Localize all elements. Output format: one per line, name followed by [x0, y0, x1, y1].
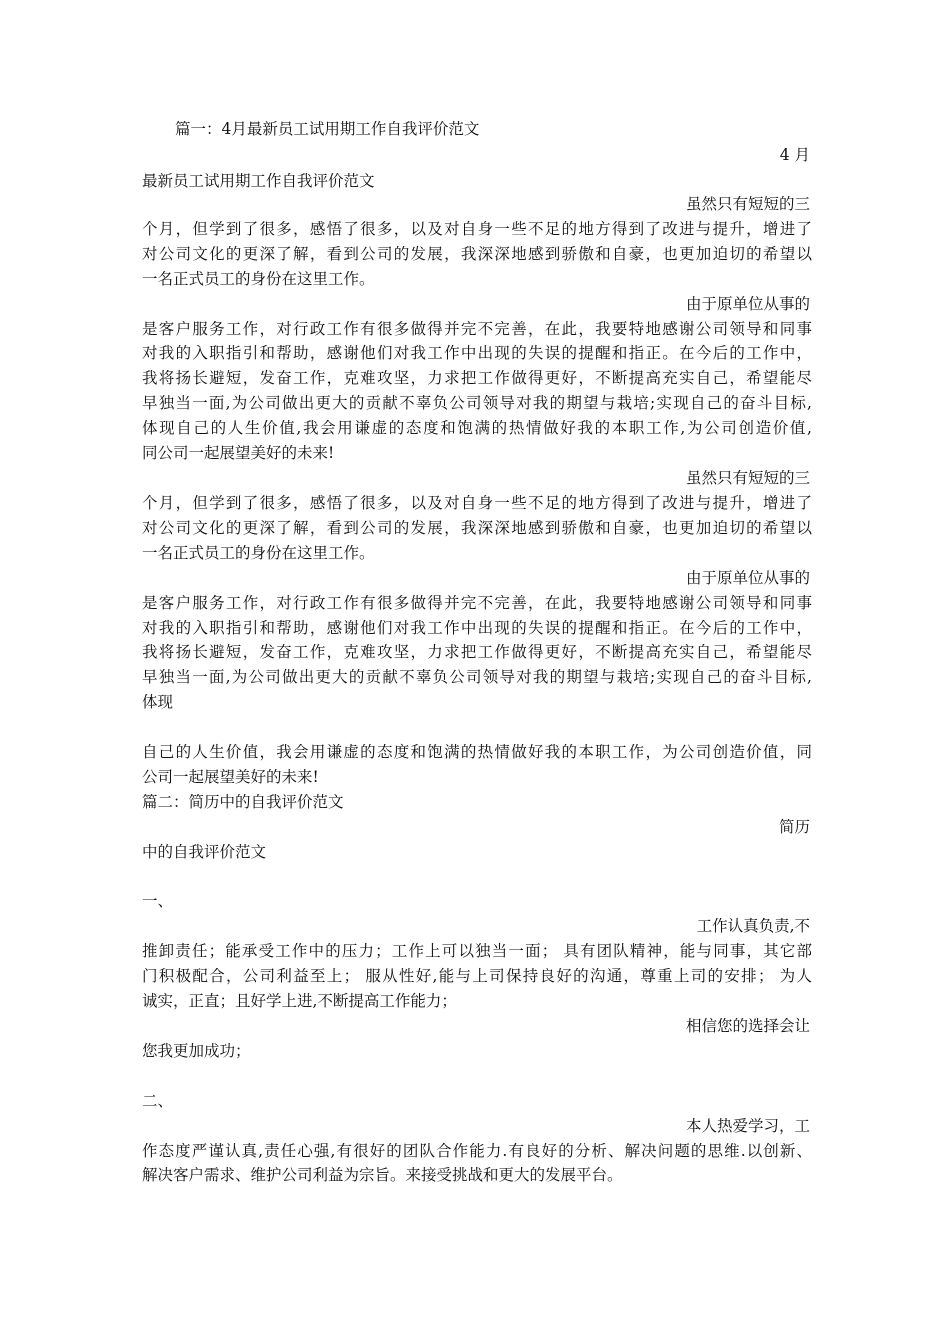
- list-marker: 二、: [142, 1092, 174, 1110]
- text-line: 早独当一面,为公司做出更大的贡献不辜负公司领导对我的期望与栽培;实现自己的奋斗目标,: [142, 668, 812, 686]
- text-line: 体现自己的人生价值,我会用谦虚的态度和饱满的热情做好我的本职工作,为公司创造价值,: [142, 419, 812, 437]
- text-line: 相信您的选择会让: [685, 1017, 810, 1035]
- text-line: 对公司文化的更深了解，看到公司的发展，我深深地感到骄傲和自豪，也更加迫切的希望以: [142, 245, 812, 263]
- text-line: 体现: [142, 693, 174, 711]
- text-line: 推卸责任；能承受工作中的压力；工作上可以独当一面； 具有团队精神，能与同事，其它部: [142, 942, 812, 960]
- text-line: 我将扬长避短，发奋工作，克难攻坚，力求把工作做得更好，不断提高充实自己，希望能尽: [142, 643, 812, 661]
- text-line: 自己的人生价值，我会用谦虚的态度和饱满的热情做好我的本职工作，为公司创造价值，同: [142, 743, 812, 761]
- text-line: 本人热爱学习，工: [685, 1117, 810, 1135]
- text-line: 个月，但学到了很多，感悟了很多，以及对自身一些不足的地方得到了改进与提升，增进了: [142, 494, 812, 512]
- text-line: 是客户服务工作，对行政工作有很多做得并完不完善，在此，我要特地感谢公司领导和同事: [142, 320, 812, 338]
- text-line: 中的自我评价范文: [142, 843, 267, 861]
- text-line: 由于原单位从事的: [685, 569, 810, 587]
- text-line: 同公司一起展望美好的未来!: [142, 444, 335, 462]
- text-line: 作态度严谨认真,责任心强,有很好的团队合作能力.有良好的分析、解决问题的思维.以创新、: [142, 1142, 812, 1160]
- text-line: 是客户服务工作，对行政工作有很多做得并完不完善，在此，我要特地感谢公司领导和同事: [142, 594, 812, 612]
- text-line: 虽然只有短短的三: [685, 195, 810, 213]
- text-line: 门积极配合，公司利益至上； 服从性好,能与上司保持良好的沟通，尊重上司的安排； 为人: [142, 967, 812, 985]
- text-line: 解决客户需求、维护公司利益为宗旨。来接受挑战和更大的发展平台。: [142, 1166, 623, 1184]
- list-marker: 一、: [142, 892, 174, 910]
- text-line: 对我的入职指引和帮助，感谢他们对我工作中出现的失误的提醒和指正。在今后的工作中，: [142, 619, 812, 637]
- text-line: 最新员工试用期工作自我评价范文: [142, 172, 375, 190]
- text-line: 一名正式员工的身份在这里工作。: [142, 270, 375, 288]
- section-two-title: 篇二：简历中的自我评价范文: [142, 793, 344, 811]
- text-line: 您我更加成功；: [142, 1042, 251, 1060]
- text-line: 虽然只有短短的三: [685, 469, 810, 487]
- text-line: 我将扬长避短，发奋工作，克难攻坚，力求把工作做得更好，不断提高充实自己，希望能尽: [142, 369, 812, 387]
- text-line: 早独当一面,为公司做出更大的贡献不辜负公司领导对我的期望与栽培;实现自己的奋斗目标,: [142, 394, 812, 412]
- section-one-title: 篇一：4月最新员工试用期工作自我评价范文: [175, 120, 480, 138]
- text-line: 对公司文化的更深了解，看到公司的发展，我深深地感到骄傲和自豪，也更加迫切的希望以: [142, 519, 812, 537]
- text-line: 简历: [778, 818, 810, 836]
- text-line: 对我的入职指引和帮助，感谢他们对我工作中出现的失误的提醒和指正。在今后的工作中，: [142, 344, 812, 362]
- text-line: 公司一起展望美好的未来!: [142, 768, 319, 786]
- text-line: 诚实，正直；且好学上进,不断提高工作能力；: [142, 992, 457, 1010]
- text-line: 个月，但学到了很多，感悟了很多，以及对自身一些不足的地方得到了改进与提升，增进了: [142, 220, 812, 238]
- text-line: 4 月: [779, 146, 810, 164]
- text-line: 由于原单位从事的: [685, 295, 810, 313]
- text-line: 工作认真负责,不: [696, 917, 810, 935]
- text-line: 一名正式员工的身份在这里工作。: [142, 544, 375, 562]
